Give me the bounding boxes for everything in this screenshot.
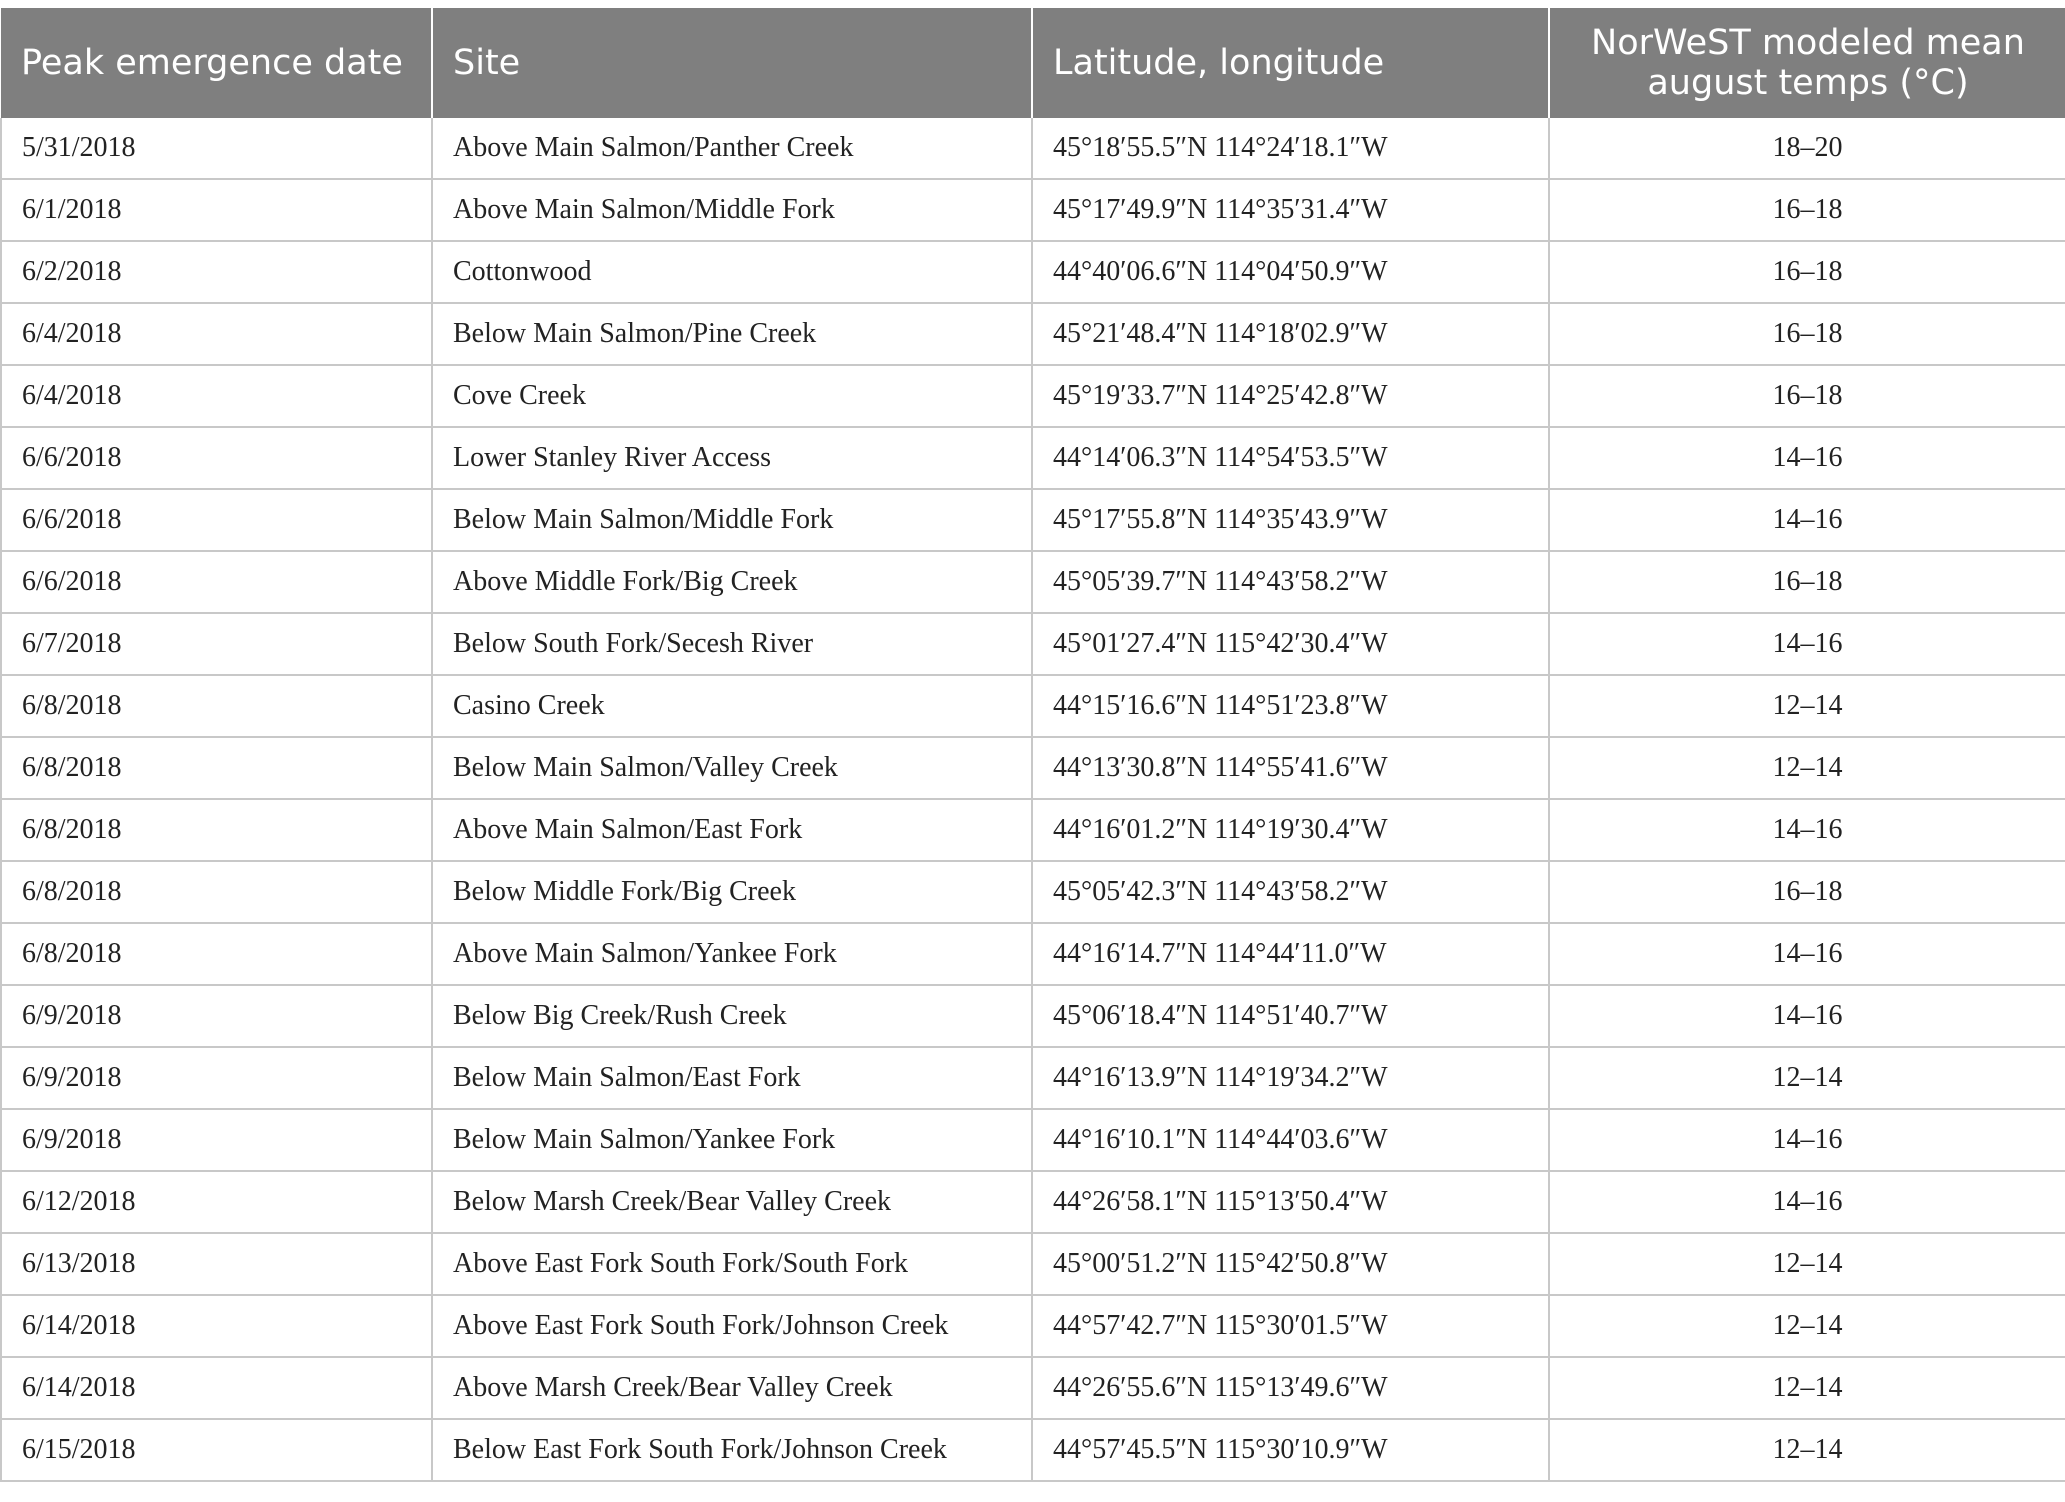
emergence-table-container (0, 8, 2065, 1482)
table-row (1, 675, 2065, 737)
date-cell: 6/8/2018 (1, 861, 432, 923)
table-row (1, 985, 2065, 1047)
site-cell: Above East Fork South Fork/Johnson Creek (432, 1295, 1032, 1357)
header-mean-august-temps: NorWeST modeled mean august temps (°C) (1549, 8, 2065, 118)
temperature-cell: 14–16 (1549, 1109, 2065, 1171)
date-cell: 6/9/2018 (1, 985, 432, 1047)
header-site: Site (432, 8, 1032, 118)
date-cell: 6/6/2018 (1, 489, 432, 551)
site-cell: Casino Creek (432, 675, 1032, 737)
table-row (1, 799, 2065, 861)
date-cell: 6/4/2018 (1, 303, 432, 365)
coordinates-cell: 44°26′58.1″N 115°13′50.4″W (1032, 1171, 1549, 1233)
coordinates-cell: 44°16′14.7″N 114°44′11.0″W (1032, 923, 1549, 985)
temperature-cell: 12–14 (1549, 675, 2065, 737)
temperature-cell: 14–16 (1549, 923, 2065, 985)
temperature-cell: 14–16 (1549, 427, 2065, 489)
coordinates-cell: 45°05′39.7″N 114°43′58.2″W (1032, 551, 1549, 613)
temperature-cell: 12–14 (1549, 1295, 2065, 1357)
table-row (1, 613, 2065, 675)
site-cell: Below Marsh Creek/Bear Valley Creek (432, 1171, 1032, 1233)
temperature-cell: 12–14 (1549, 1357, 2065, 1419)
site-cell: Above Middle Fork/Big Creek (432, 551, 1032, 613)
temperature-cell: 14–16 (1549, 489, 2065, 551)
date-cell: 6/1/2018 (1, 179, 432, 241)
coordinates-cell: 44°14′06.3″N 114°54′53.5″W (1032, 427, 1549, 489)
date-cell: 6/2/2018 (1, 241, 432, 303)
table-row (1, 1047, 2065, 1109)
coordinates-cell: 45°17′55.8″N 114°35′43.9″W (1032, 489, 1549, 551)
site-cell: Above Main Salmon/Yankee Fork (432, 923, 1032, 985)
table-row (1, 241, 2065, 303)
site-cell: Below Main Salmon/Yankee Fork (432, 1109, 1032, 1171)
date-cell: 6/8/2018 (1, 675, 432, 737)
table-row (1, 1295, 2065, 1357)
table-row (1, 1109, 2065, 1171)
table-row (1, 923, 2065, 985)
coordinates-cell: 44°57′45.5″N 115°30′10.9″W (1032, 1419, 1549, 1481)
temperature-cell: 12–14 (1549, 1047, 2065, 1109)
date-cell: 6/12/2018 (1, 1171, 432, 1233)
site-cell: Above East Fork South Fork/South Fork (432, 1233, 1032, 1295)
temperature-cell: 14–16 (1549, 1171, 2065, 1233)
temperature-cell: 16–18 (1549, 365, 2065, 427)
date-cell: 6/14/2018 (1, 1295, 432, 1357)
date-cell: 6/8/2018 (1, 799, 432, 861)
date-cell: 6/15/2018 (1, 1419, 432, 1481)
temperature-cell: 16–18 (1549, 179, 2065, 241)
temperature-cell: 14–16 (1549, 613, 2065, 675)
date-cell: 6/13/2018 (1, 1233, 432, 1295)
coordinates-cell: 44°16′10.1″N 114°44′03.6″W (1032, 1109, 1549, 1171)
coordinates-cell: 45°01′27.4″N 115°42′30.4″W (1032, 613, 1549, 675)
table-row (1, 489, 2065, 551)
coordinates-cell: 45°18′55.5″N 114°24′18.1″W (1032, 118, 1549, 179)
temperature-cell: 14–16 (1549, 985, 2065, 1047)
table-row (1, 118, 2065, 179)
temperature-cell: 14–16 (1549, 799, 2065, 861)
site-cell: Cove Creek (432, 365, 1032, 427)
site-cell: Below Big Creek/Rush Creek (432, 985, 1032, 1047)
table-row (1, 1357, 2065, 1419)
table-row (1, 365, 2065, 427)
header-peak-emergence-date: Peak emergence date (1, 8, 432, 118)
site-cell: Above Main Salmon/Panther Creek (432, 118, 1032, 179)
coordinates-cell: 44°13′30.8″N 114°55′41.6″W (1032, 737, 1549, 799)
coordinates-cell: 45°17′49.9″N 114°35′31.4″W (1032, 179, 1549, 241)
date-cell: 6/9/2018 (1, 1047, 432, 1109)
emergence-table (0, 8, 2065, 1482)
date-cell: 6/4/2018 (1, 365, 432, 427)
temperature-cell: 16–18 (1549, 551, 2065, 613)
temperature-cell: 12–14 (1549, 1419, 2065, 1481)
coordinates-cell: 44°15′16.6″N 114°51′23.8″W (1032, 675, 1549, 737)
date-cell: 6/6/2018 (1, 551, 432, 613)
table-header (1, 8, 2065, 118)
coordinates-cell: 45°05′42.3″N 114°43′58.2″W (1032, 861, 1549, 923)
date-cell: 6/8/2018 (1, 923, 432, 985)
header-latitude-longitude: Latitude, longitude (1032, 8, 1549, 118)
coordinates-cell: 44°16′13.9″N 114°19′34.2″W (1032, 1047, 1549, 1109)
site-cell: Lower Stanley River Access (432, 427, 1032, 489)
site-cell: Below Main Salmon/Middle Fork (432, 489, 1032, 551)
coordinates-cell: 45°06′18.4″N 114°51′40.7″W (1032, 985, 1549, 1047)
site-cell: Above Main Salmon/Middle Fork (432, 179, 1032, 241)
temperature-cell: 12–14 (1549, 1233, 2065, 1295)
table-row (1, 1233, 2065, 1295)
site-cell: Below Main Salmon/Valley Creek (432, 737, 1032, 799)
temperature-cell: 12–14 (1549, 737, 2065, 799)
table-row (1, 1419, 2065, 1481)
table-row (1, 551, 2065, 613)
table-row (1, 427, 2065, 489)
coordinates-cell: 44°26′55.6″N 115°13′49.6″W (1032, 1357, 1549, 1419)
temperature-cell: 16–18 (1549, 303, 2065, 365)
temperature-cell: 16–18 (1549, 241, 2065, 303)
temperature-cell: 16–18 (1549, 861, 2065, 923)
site-cell: Below South Fork/Secesh River (432, 613, 1032, 675)
site-cell: Below Main Salmon/Pine Creek (432, 303, 1032, 365)
site-cell: Below Main Salmon/East Fork (432, 1047, 1032, 1109)
table-row (1, 861, 2065, 923)
coordinates-cell: 44°57′42.7″N 115°30′01.5″W (1032, 1295, 1549, 1357)
table-row (1, 1171, 2065, 1233)
site-cell: Below Middle Fork/Big Creek (432, 861, 1032, 923)
date-cell: 6/6/2018 (1, 427, 432, 489)
coordinates-cell: 45°21′48.4″N 114°18′02.9″W (1032, 303, 1549, 365)
site-cell: Above Marsh Creek/Bear Valley Creek (432, 1357, 1032, 1419)
table-row (1, 179, 2065, 241)
temperature-cell: 18–20 (1549, 118, 2065, 179)
table-row (1, 303, 2065, 365)
table-row (1, 737, 2065, 799)
site-cell: Above Main Salmon/East Fork (432, 799, 1032, 861)
site-cell: Below East Fork South Fork/Johnson Creek (432, 1419, 1032, 1481)
date-cell: 6/14/2018 (1, 1357, 432, 1419)
date-cell: 5/31/2018 (1, 118, 432, 179)
coordinates-cell: 45°00′51.2″N 115°42′50.8″W (1032, 1233, 1549, 1295)
date-cell: 6/7/2018 (1, 613, 432, 675)
table-body (1, 118, 2065, 1481)
coordinates-cell: 44°16′01.2″N 114°19′30.4″W (1032, 799, 1549, 861)
date-cell: 6/9/2018 (1, 1109, 432, 1171)
date-cell: 6/8/2018 (1, 737, 432, 799)
site-cell: Cottonwood (432, 241, 1032, 303)
header-row (1, 8, 2065, 118)
coordinates-cell: 44°40′06.6″N 114°04′50.9″W (1032, 241, 1549, 303)
coordinates-cell: 45°19′33.7″N 114°25′42.8″W (1032, 365, 1549, 427)
